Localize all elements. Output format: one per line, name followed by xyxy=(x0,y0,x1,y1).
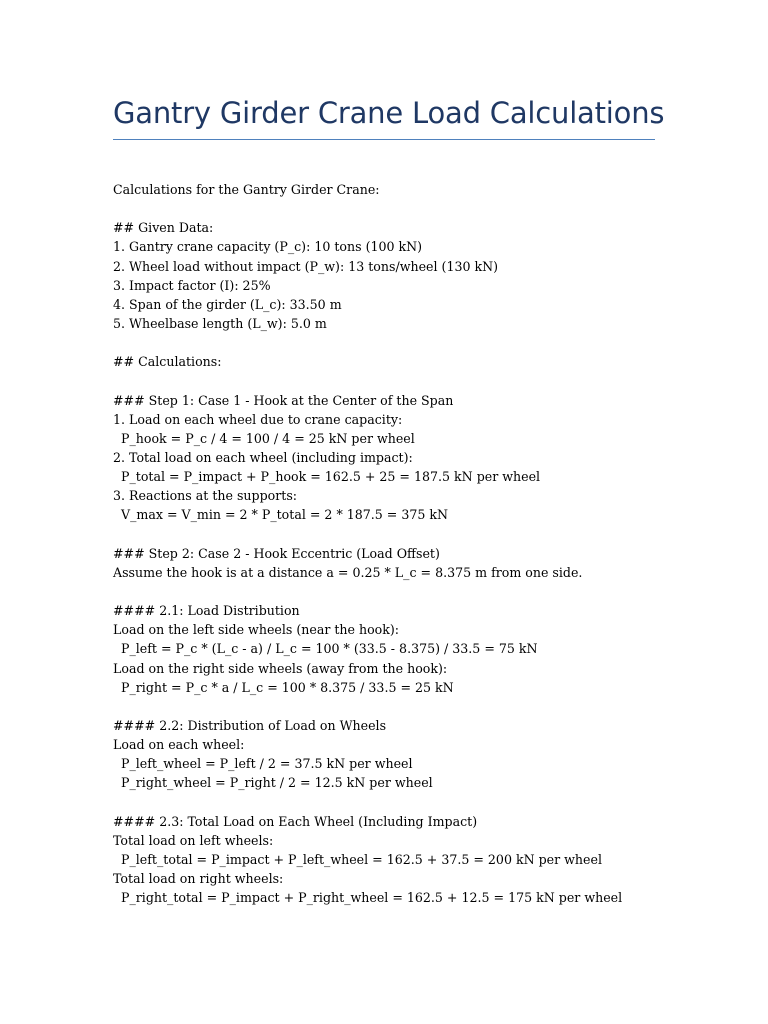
text-line: Load on the left side wheels (near the hook): xyxy=(113,622,400,638)
formula-line: P_right_wheel = P_right / 2 = 12.5 kN per wheel xyxy=(113,775,433,791)
blank-line xyxy=(113,793,713,812)
formula-line: P_right = P_c * a / L_c = 100 * 8.375 / 33.5 = 25 kN xyxy=(113,679,454,695)
document-body xyxy=(113,180,713,907)
title-underline xyxy=(113,139,655,140)
step-heading: ### Step 1: Case 1 - Hook at the Center of the Span xyxy=(113,392,454,408)
text-line: Assume the hook is at a distance a = 0.25 * L_c = 8.375 m from one side. xyxy=(113,564,583,580)
section-heading: ## Given Data: xyxy=(113,220,214,236)
blank-line xyxy=(113,371,713,390)
blank-line xyxy=(113,333,713,352)
formula-line: P_left = P_c * (L_c - a) / L_c = 100 * (33.5 - 8.375) / 33.5 = 75 kN xyxy=(113,641,538,657)
subsection-heading: #### 2.2: Distribution of Load on Wheels xyxy=(113,717,387,733)
numbered-item: 2. Total load on each wheel (including impact): xyxy=(113,449,413,465)
section-heading: ## Calculations: xyxy=(113,354,222,370)
page-title: Gantry Girder Crane Load Calculations xyxy=(113,96,665,130)
text-line: Total load on right wheels: xyxy=(113,871,284,887)
formula-line: P_total = P_impact + P_hook = 162.5 + 25 = 187.5 kN per wheel xyxy=(113,469,541,485)
numbered-item: 3. Impact factor (I): 25% xyxy=(113,277,271,293)
blank-line xyxy=(113,582,713,601)
formula-line: P_right_total = P_impact + P_right_wheel = 162.5 + 12.5 = 175 kN per wheel xyxy=(113,890,623,906)
blank-line xyxy=(113,199,713,218)
blank-line xyxy=(113,697,713,716)
formula-line: P_hook = P_c / 4 = 100 / 4 = 25 kN per wheel xyxy=(113,430,415,446)
numbered-item: 1. Load on each wheel due to crane capacity: xyxy=(113,411,403,427)
numbered-item: 1. Gantry crane capacity (P_c): 10 tons (100 kN) xyxy=(113,239,423,255)
blank-line xyxy=(113,525,713,544)
formula-line: P_left_wheel = P_left / 2 = 37.5 kN per wheel xyxy=(113,756,413,772)
text-line: Total load on left wheels: xyxy=(113,832,274,848)
subsection-heading: #### 2.3: Total Load on Each Wheel (Including Impact) xyxy=(113,813,478,829)
text-line: Calculations for the Gantry Girder Crane: xyxy=(113,182,380,197)
formula-line: P_left_total = P_impact + P_left_wheel = 162.5 + 37.5 = 200 kN per wheel xyxy=(113,851,602,867)
subsection-heading: #### 2.1: Load Distribution xyxy=(113,603,300,619)
numbered-item: 4. Span of the girder (L_c): 33.50 m xyxy=(113,296,342,312)
step-heading: ### Step 2: Case 2 - Hook Eccentric (Load Offset) xyxy=(113,545,440,561)
text-line: Load on each wheel: xyxy=(113,737,245,753)
numbered-item: 3. Reactions at the supports: xyxy=(113,488,298,504)
numbered-item: 2. Wheel load without impact (P_w): 13 tons/wheel (130 kN) xyxy=(113,258,499,274)
numbered-item: 5. Wheelbase length (L_w): 5.0 m xyxy=(113,315,327,331)
formula-line: V_max = V_min = 2 * P_total = 2 * 187.5 = 375 kN xyxy=(113,507,449,523)
text-line: Load on the right side wheels (away from the hook): xyxy=(113,660,448,676)
